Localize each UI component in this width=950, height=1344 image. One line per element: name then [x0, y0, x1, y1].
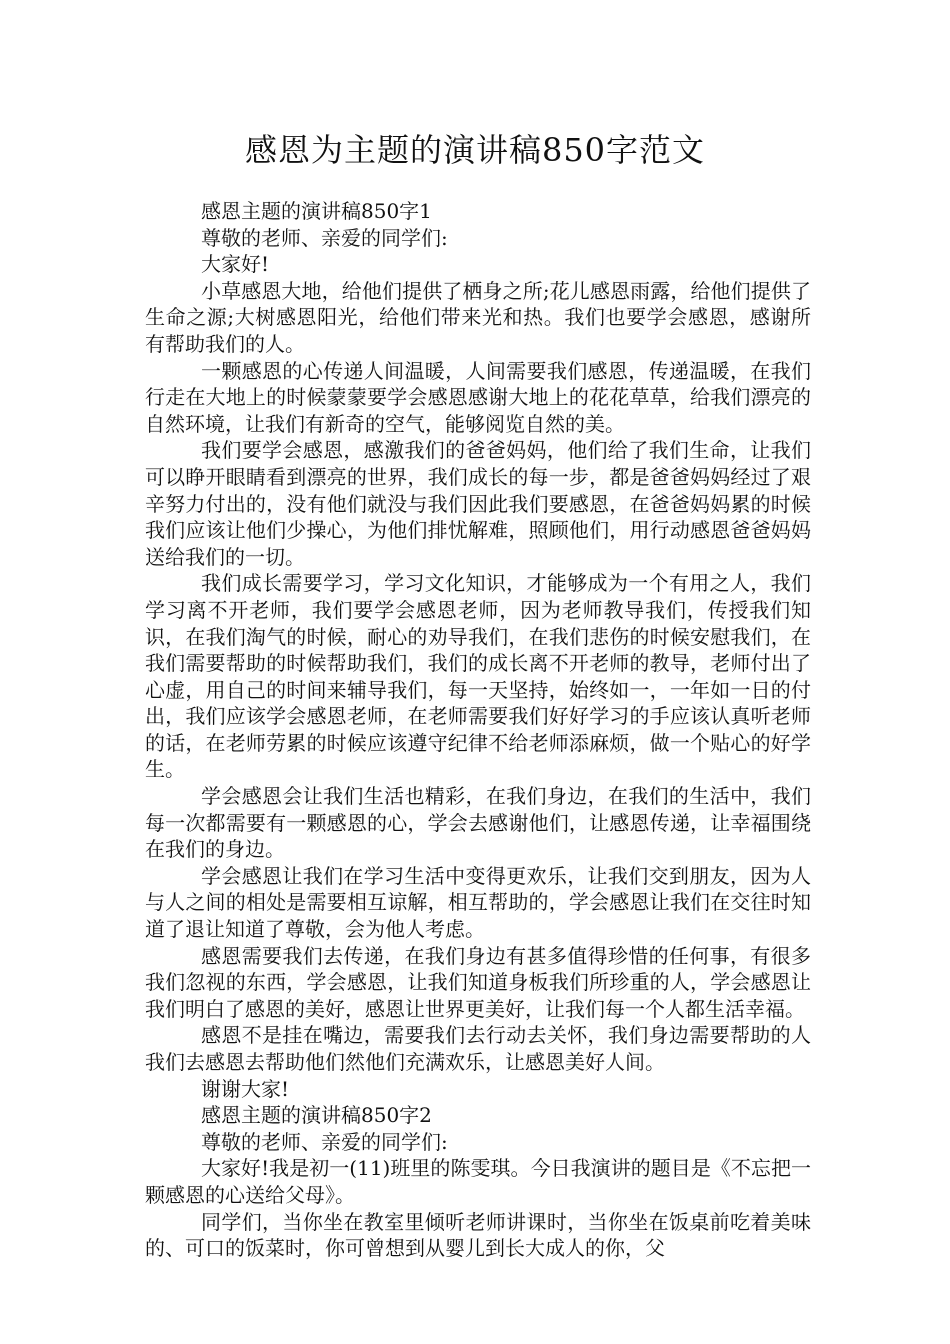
greeting: 大家好!: [201, 252, 270, 277]
document-body: [145, 198, 811, 1262]
body-paragraph: 小草感恩大地，给他们提供了栖身之所;花儿感恩雨露，给他们提供了生命之源;大树感恩阳光，给他们带来光和热。我们也要学会感恩，感谢所有帮助我们的人。: [145, 278, 811, 356]
body-paragraph: 大家好!我是初一(11)班里的陈雯琪。今日我演讲的题目是《不忘把一颗感恩的心送给父母》。: [145, 1156, 811, 1207]
body-paragraph: 同学们，当你坐在教室里倾听老师讲课时，当你坐在饭桌前吃着美味的、可口的饭菜时，你可曾想到从婴儿到长大成人的你，父: [145, 1209, 811, 1261]
section-heading: 感恩主题的演讲稿850字1: [201, 199, 432, 223]
body-paragraph: 感恩不是挂在嘴边，需要我们去行动去关怀，我们身边需要帮助的人我们去感恩去帮助他们然他们充满欢乐，让感恩美好人间。: [145, 1023, 811, 1074]
section-heading: 感恩主题的演讲稿850字2: [201, 1103, 432, 1128]
body-paragraph: 我们要学会感恩，感激我们的爸爸妈妈，他们给了我们生命，让我们可以睁开眼睛看到漂亮的世界，我们成长的每一步，都是爸爸妈妈经过了艰辛努力付出的，没有他们就没与我们因此我们要感恩，在爸爸妈妈累的时候我们应该让他们少操心，为他们排忧解难，照顾他们，用行动感恩爸爸妈妈送给我们的一切。: [145, 438, 811, 569]
body-paragraph: 学会感恩让我们在学习生活中变得更欢乐，让我们交到朋友，因为人与人之间的相处是需要相互谅解，相互帮助的，学会感恩让我们在交往时知道了退让知道了尊敬，会为他人考虑。: [145, 863, 811, 942]
closing: 谢谢大家!: [201, 1076, 290, 1101]
document-title: 感恩为主题的演讲稿850字范文: [244, 131, 706, 169]
body-paragraph: 一颗感恩的心传递人间温暖，人间需要我们感恩，传递温暖，在我们行走在大地上的时候蒙蒙要学会感恩感谢大地上的花花草草，给我们漂亮的自然环境，让我们有新奇的空气，能够阅览自然的美。: [145, 358, 811, 436]
salutation: 尊敬的老师、亲爱的同学们:: [201, 1129, 448, 1154]
body-paragraph: 学会感恩会让我们生活也精彩，在我们身边，在我们的生活中，我们每一次都需要有一颗感恩的心，学会去感谢他们，让感恩传递，让幸福围绕在我们的身边。: [145, 784, 811, 862]
body-paragraph: 感恩需要我们去传递，在我们身边有甚多值得珍惜的任何事，有很多我们忽视的东西，学会感恩，让我们知道身板我们所珍重的人，学会感恩让我们明白了感恩的美好，感恩让世界更美好，让我们每一个人都生活幸福。: [145, 943, 811, 1021]
body-paragraph: 我们成长需要学习，学习文化知识，才能够成为一个有用之人，我们学习离不开老师，我们要学会感恩老师，因为老师教导我们，传授我们知识，在我们淘气的时候，耐心的劝导我们，在我们悲伤的时候安慰我们，在我们需要帮助的时候帮助我们，我们的成长离不开老师的教导，老师付出了心虚，用自己的时间来辅导我们，每一天坚持，始终如一，一年如一日的付出，我们应该学会感恩老师，在老师需要我们好好学习的手应该认真听老师的话，在老师劳累的时候应该遵守纪律不给老师添麻烦，做一个贴心的好学生。: [145, 571, 811, 782]
salutation: 尊敬的老师、亲爱的同学们:: [201, 225, 448, 250]
